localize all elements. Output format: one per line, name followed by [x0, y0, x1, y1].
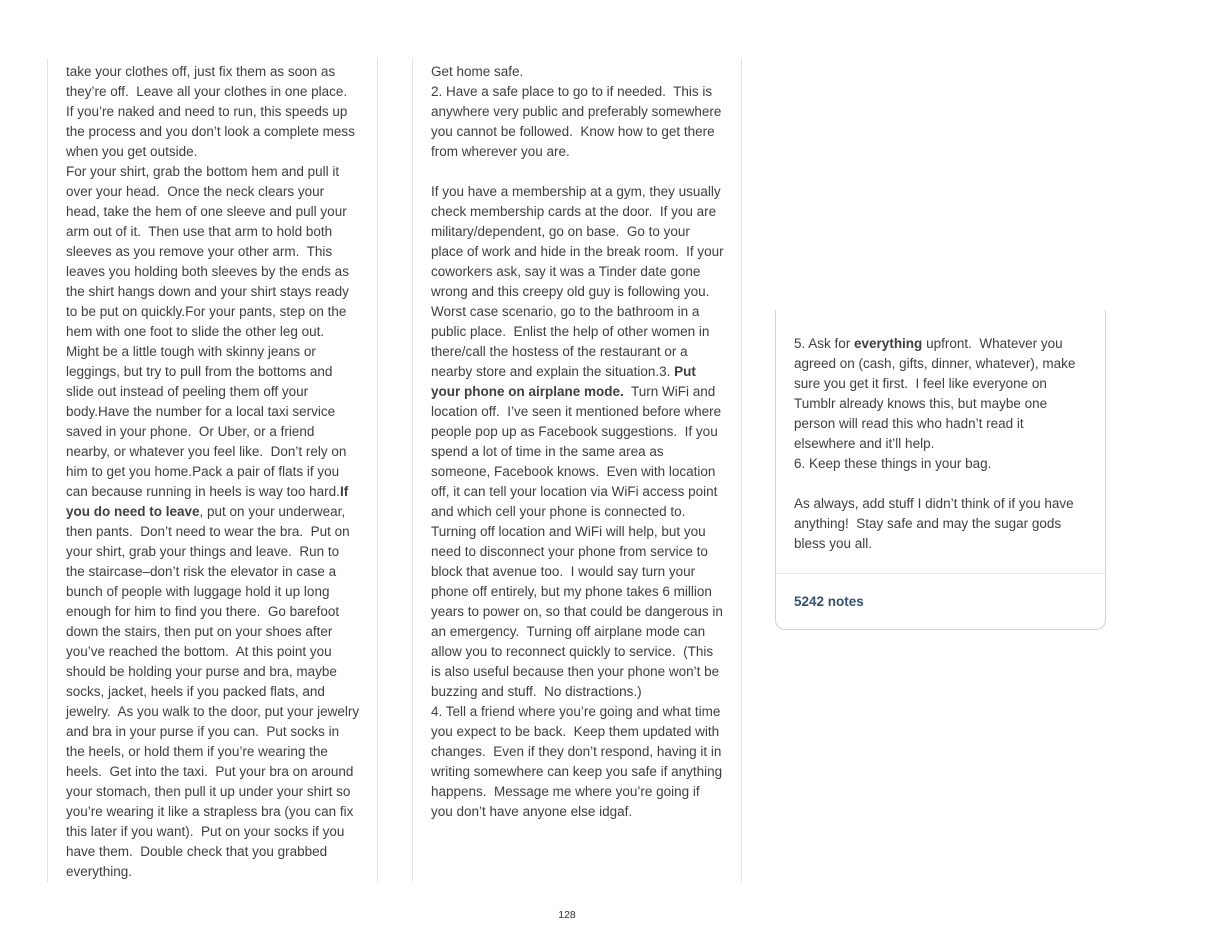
blank-line [431, 162, 725, 182]
paragraph-text [794, 334, 1087, 454]
bold-text: If you do need to leave [66, 484, 352, 519]
paragraph-text: upfront. Whatever you agreed on (cash, gifts, dinner, whatever), make sure you get it first. I feel like everyone on Tumblr already knows this, but maybe one person will read this who hadn’t read it elsewhere and it’ll help. [794, 336, 1080, 451]
paragraph-text: Worst case scenario, go to the bathroom in a public place. Enlist the help of other women in there/call the hostess of the restaurant or a nearby store and explain the situation.3. [431, 304, 714, 379]
paragraph-text [431, 62, 725, 82]
paragraph-text [794, 454, 1087, 474]
paragraph-text: Get home safe. [431, 64, 524, 79]
post-card [775, 310, 1106, 630]
bold-text: Put your phone on airplane mode. [431, 364, 700, 399]
page-number: 128 [558, 909, 576, 921]
notes-count-link[interactable]: 5242 notes [794, 594, 864, 609]
paragraph-text [431, 302, 725, 702]
paragraph-text [66, 162, 361, 882]
paragraph-text [66, 62, 361, 162]
paragraph-text: , put on your underwear, then pants. Don’t need to wear the bra. Put on your shirt, grab your things and leave. Run to the staircase–don’t risk the elevator in case a bunch of people with luggage hold it up long enough for him to find you there. Go barefoot down the stairs, then put on your shoes after you’ve reached the bottom. At this point you should be holding your purse and bra, maybe socks, jacket, heels if you packed flats, and jewelry. As you walk to the door, put your jewelry and bra in your purse if you can. Put socks in the heels, or hold them if you’re wearing the heels. Get into the taxi. Put your bra on around your stomach, then pull it up under your shirt so you’re wearing it like a strapless bra (you can fix this later if you want). Put on your socks if you have them. Double check that you grabbed everything. [66, 504, 363, 879]
post-card-body [776, 310, 1105, 573]
paragraph-text [431, 82, 725, 162]
paragraph-text: If you have a membership at a gym, they usually check membership cards at the door. If you are military/dependent, go on base. Go to your place of work and hide in the break room. If your coworkers ask, say it was a Tinder date gone wrong and this creepy old guy is following you. [431, 184, 728, 299]
bold-text: everything [854, 336, 923, 351]
paragraph-text: 4. Tell a friend where you’re going and what time you expect to be back. Keep them updated with changes. Even if they don’t respond, having it in writing somewhere can keep you safe if anything happens. Message me where you’re going if you don’t have anyone else idgaf. [431, 704, 726, 819]
paragraph-text [431, 182, 728, 302]
paragraph-text: 5. Ask for [794, 336, 855, 351]
paragraph-text [794, 494, 1087, 554]
paragraph-text: 2. Have a safe place to go to if needed. This is anywhere very public and preferably somewhere you cannot be followed. Know how to get there from wherever you are. [431, 84, 726, 159]
paragraph-text: take your clothes off, just fix them as soon as they’re off. Leave all your clothes in one place. If you’re naked and need to run, this speeds up the process and you don’t look a complete mess when you get outside. [66, 64, 359, 159]
paragraph-text: As always, add stuff I didn’t think of if you have anything! Stay safe and may the sugar gods bless you all. [794, 496, 1078, 551]
paragraph-text: 6. Keep these things in your bag. [794, 456, 992, 471]
post-card-footer [776, 573, 1105, 630]
paragraph-text [431, 702, 725, 822]
paragraph-text: Turn WiFi and location off. I’ve seen it mentioned before where people pop up as Facebook suggestions. If you spend a lot of time in the same area as someone, Facebook knows. Even with location off, it can tell your location via WiFi access point and which cell your phone is connected to. Turning off location and WiFi will help, but you need to disconnect your phone from service to block that avenue too. I would say turn your phone off entirely, but my phone takes 6 million years to power on, so that could be dangerous in an emergency. Turning off airplane mode can allow you to reconnect quickly to service. (This is also useful because then your phone won’t be buzzing and stuff. No distractions.) [431, 384, 727, 699]
text-column-left [47, 58, 378, 882]
paragraph-text: For your shirt, grab the bottom hem and pull it over your head. Once the neck clears your head, take the hem of one sleeve and pull your arm out of it. Then use that arm to hold both sleeves as you remove your other arm. This leaves you holding both sleeves by the ends as the shirt hangs down and your shirt stays ready to be put on quickly.For your pants, step on the hem with one foot to slide the other leg out. Might be a little tough with skinny jeans or leggings, but try to pull from the bottoms and slide out instead of peeling them off your body.Have the number for a local taxi service saved in your phone. Or Uber, or a friend nearby, or whatever you feel like. Don’t rely on him to get you home.Pack a pair of flats if you can because running in heels is way too hard. [66, 164, 353, 499]
text-column-middle [412, 58, 742, 882]
blank-line [794, 474, 1087, 494]
